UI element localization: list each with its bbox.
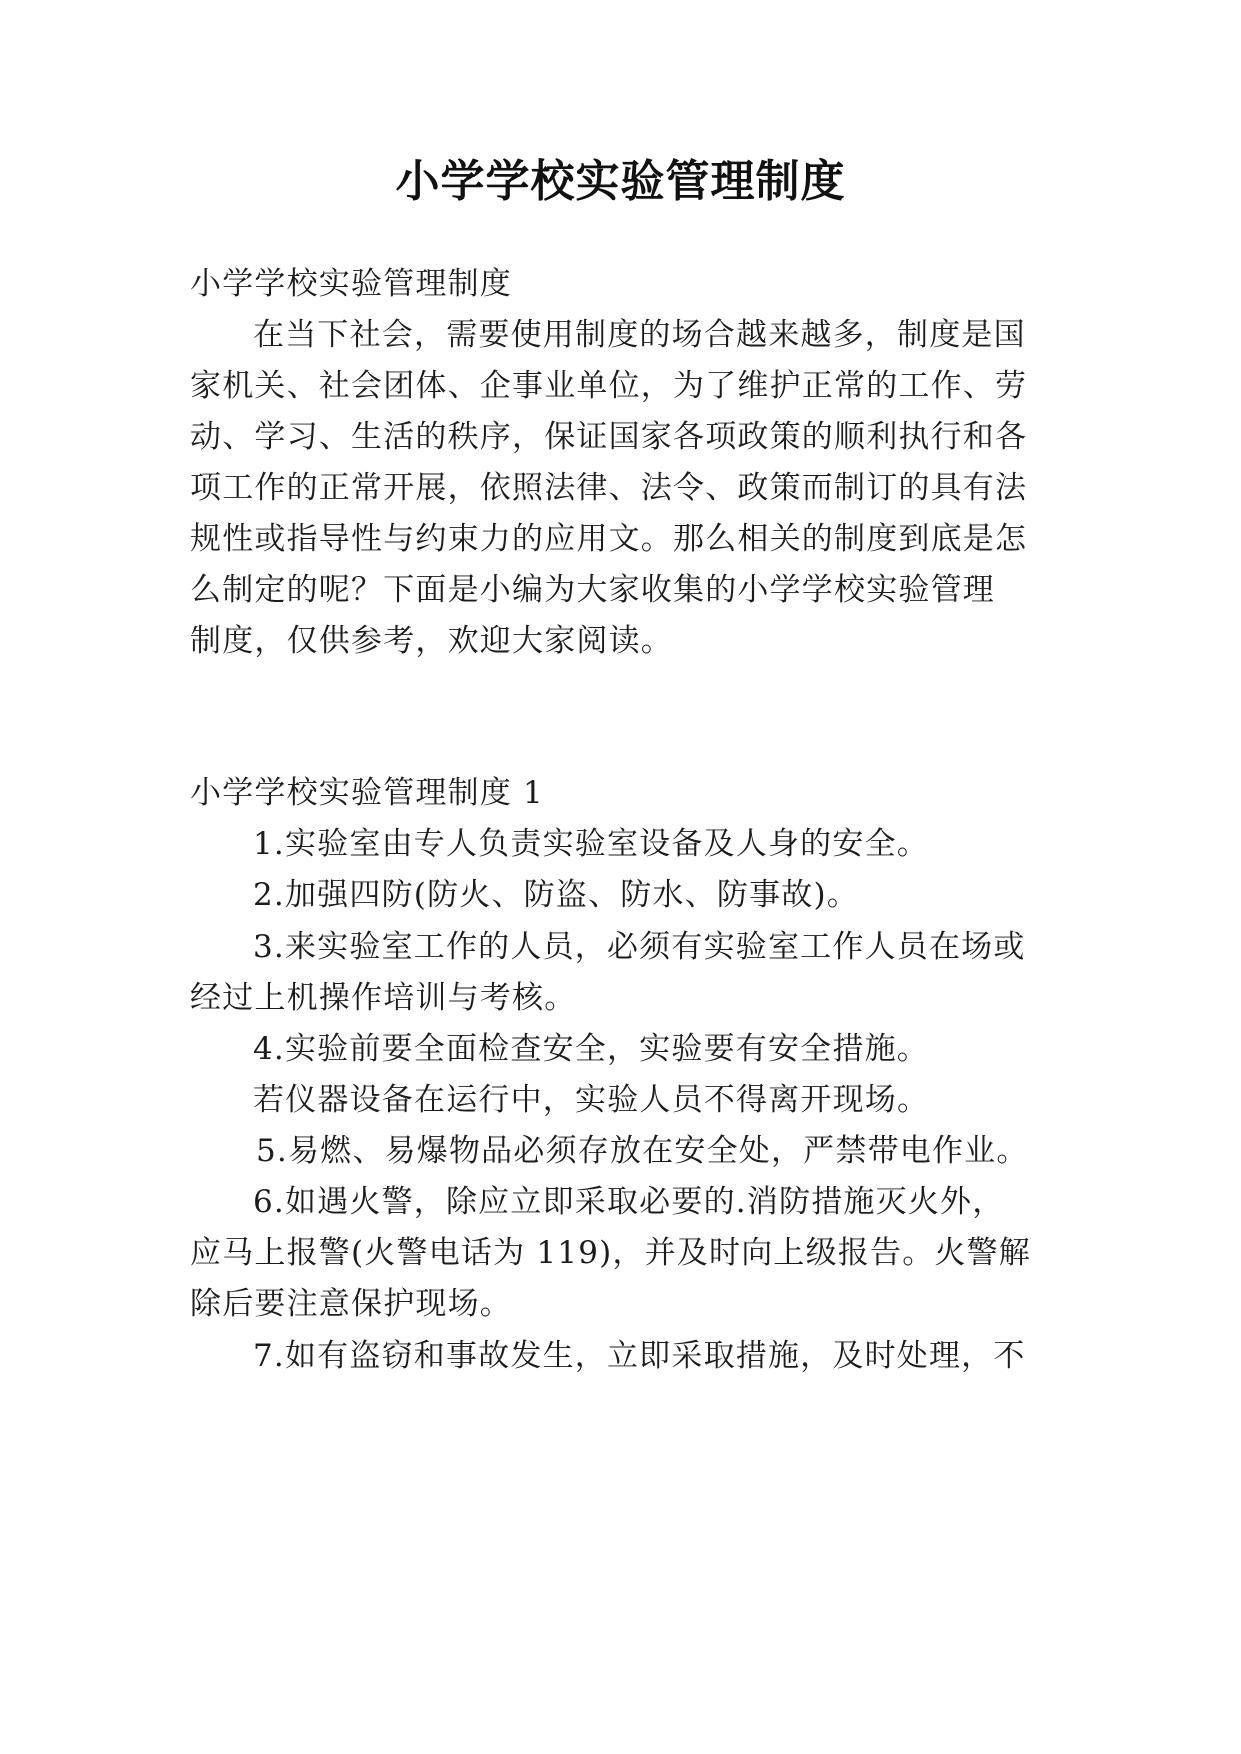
rule-line: 1.实验室由专人负责实验室设备及人身的安全。 xyxy=(253,826,929,862)
intro-heading: 小学学校实验管理制度 xyxy=(190,266,512,302)
rule-line: 若仪器设备在运行中，实验人员不得离开现场。 xyxy=(253,1082,930,1118)
document-title: 小学学校实验管理制度 xyxy=(395,156,846,207)
rule-line: 6.如遇火警，除应立即采取必要的.消防措施灭火外， xyxy=(253,1184,1005,1220)
intro-line: 么制定的呢？下面是小编为大家收集的小学学校实验管理 xyxy=(190,572,995,608)
rule-line: 经过上机操作培训与考核。 xyxy=(190,980,577,1016)
rule-line: 5.易燃、易爆物品必须存放在安全处，严禁带电作业。 xyxy=(256,1133,1029,1169)
intro-line: 制度，仅供参考，欢迎大家阅读。 xyxy=(190,623,673,659)
rule-line: 2.加强四防(防火、防盗、防水、防事故)。 xyxy=(253,877,859,913)
rule-line: 4.实验前要全面检查安全，实验要有安全措施。 xyxy=(253,1031,929,1067)
intro-line: 规性或指导性与约束力的应用文。那么相关的制度到底是怎 xyxy=(190,521,1028,557)
intro-line: 项工作的正常开展，依照法律、法令、政策而制订的具有法 xyxy=(190,470,1028,506)
intro-line: 在当下社会，需要使用制度的场合越来越多，制度是国 xyxy=(253,317,1026,353)
rule-line: 应马上报警(火警电话为 119)，并及时向上级报告。火警解 xyxy=(190,1235,1032,1271)
rule-line: 3.来实验室工作的人员，必须有实验室工作人员在场或 xyxy=(253,929,1026,965)
rule-line: 除后要注意保护现场。 xyxy=(190,1286,512,1322)
intro-line: 家机关、社会团体、企事业单位，为了维护正常的工作、劳 xyxy=(190,368,1028,404)
section-heading: 小学学校实验管理制度 1 xyxy=(190,775,544,811)
intro-line: 动、学习、生活的秩序，保证国家各项政策的顺利执行和各 xyxy=(190,419,1028,455)
rule-line: 7.如有盗窃和事故发生，立即采取措施，及时处理，不 xyxy=(253,1338,1026,1374)
